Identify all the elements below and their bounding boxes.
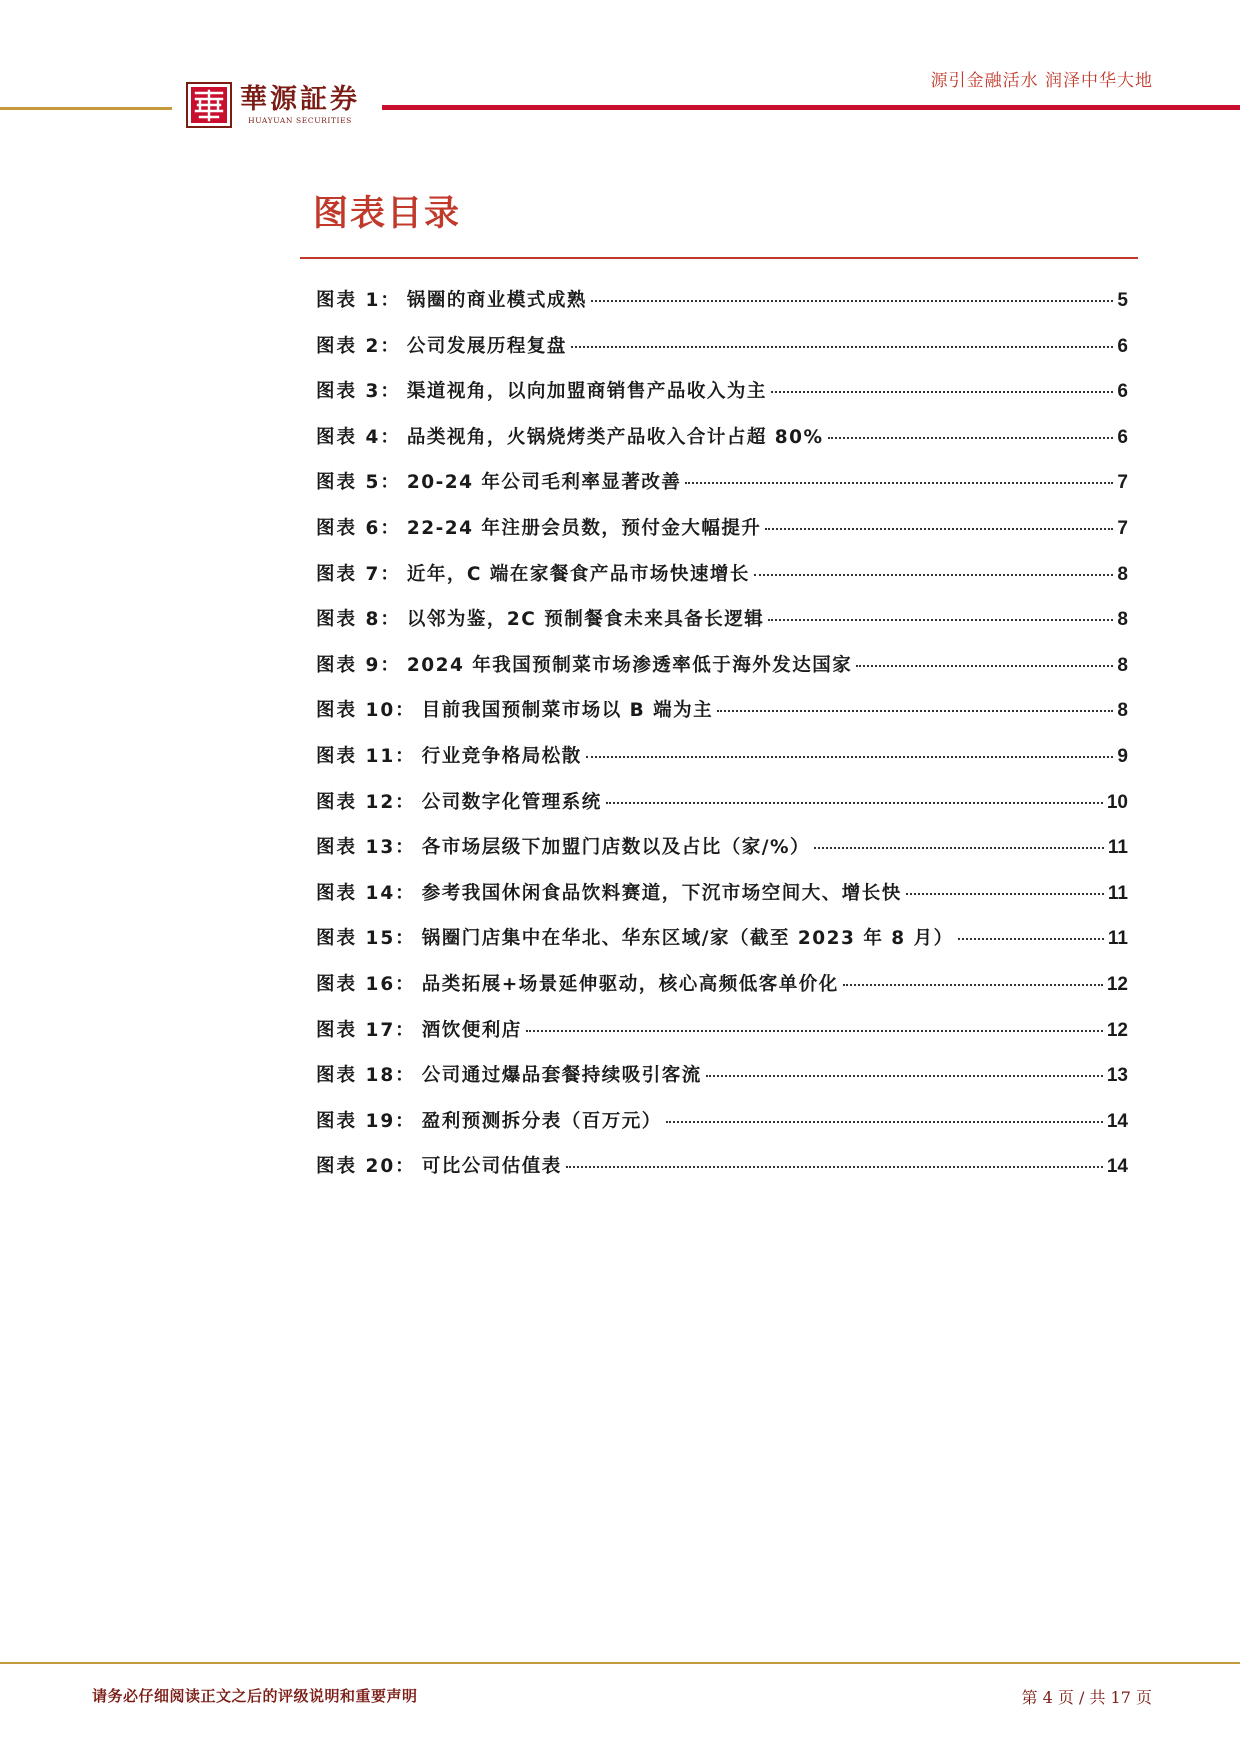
toc-entry-page: 8: [1117, 654, 1128, 676]
toc-entry-label: 图表 14：: [316, 882, 416, 904]
toc-entry-page: 7: [1117, 517, 1128, 539]
toc-entry-title: 渠道视角，以向加盟商销售产品收入为主: [406, 381, 767, 403]
toc-entry-label: 图表 20：: [316, 1156, 416, 1178]
toc-dot-leader: [666, 1121, 1103, 1123]
toc-entry-title: 公司发展历程复盘: [406, 335, 567, 357]
toc-entry-label: 图表 15：: [316, 928, 416, 950]
toc-entry[interactable]: [316, 1061, 1128, 1107]
toc-entry-page: 13: [1106, 1065, 1128, 1087]
header-tagline: 源引金融活水 润泽中华大地: [930, 71, 1153, 91]
toc-entry-title: 品类拓展+场景延伸驱动，核心高频低客单价化: [421, 973, 839, 995]
toc-entry-page: 8: [1117, 609, 1128, 631]
toc-entry-label: 图表 8：: [316, 609, 401, 631]
toc-entry-page: 11: [1107, 928, 1128, 950]
toc-entry[interactable]: [316, 423, 1128, 469]
toc-entry-title: 参考我国休闲食品饮料赛道，下沉市场空间大、增长快: [421, 882, 902, 904]
toc-entry-title: 目前我国预制菜市场以 B 端为主: [421, 700, 714, 722]
toc-entry-page: 14: [1106, 1156, 1128, 1178]
toc-entry[interactable]: [316, 970, 1128, 1016]
toc-entry-label: 图表 13：: [316, 837, 416, 859]
toc-entry[interactable]: [316, 879, 1128, 925]
seal-logo-icon: [186, 82, 232, 128]
toc-entry-page: 11: [1107, 882, 1128, 904]
header-rule-gold: [0, 107, 172, 110]
toc-entry-page: 11: [1107, 837, 1128, 859]
toc-dot-leader: [591, 300, 1114, 302]
toc-dot-leader: [768, 619, 1113, 621]
toc-dot-leader: [856, 665, 1113, 667]
toc-entry[interactable]: [316, 742, 1128, 788]
toc-entry-title: 20-24 年公司毛利率显著改善: [406, 472, 682, 494]
toc-dot-leader: [526, 1030, 1103, 1032]
toc-dot-leader: [843, 984, 1103, 986]
logo-name-cn: 華源証券: [240, 83, 360, 115]
toc-entry[interactable]: [316, 924, 1128, 970]
toc-entry-title: 品类视角，火锅烧烤类产品收入合计占超 80%: [406, 426, 824, 448]
toc-dot-leader: [717, 710, 1113, 712]
toc-dot-leader: [606, 802, 1103, 804]
toc-list: [316, 286, 1128, 1198]
toc-dot-leader: [566, 1166, 1103, 1168]
toc-entry-page: 6: [1117, 381, 1128, 403]
toc-entry-title: 2024 年我国预制菜市场渗透率低于海外发达国家: [406, 654, 853, 676]
toc-entry[interactable]: [316, 833, 1128, 879]
page-title: 图表目录: [313, 194, 462, 234]
toc-entry[interactable]: [316, 605, 1128, 651]
toc-entry[interactable]: [316, 1016, 1128, 1062]
toc-entry-title: 盈利预测拆分表（百万元）: [421, 1110, 662, 1132]
toc-entry-page: 12: [1106, 973, 1128, 995]
footer-rule: [0, 1662, 1240, 1664]
logo-name-en: HUAYUAN SECURITIES: [248, 115, 352, 125]
toc-entry-title: 锅圈的商业模式成熟: [406, 290, 587, 311]
toc-entry[interactable]: [316, 514, 1128, 560]
footer-disclaimer: 请务必仔细阅读正文之后的评级说明和重要声明: [92, 1687, 418, 1705]
company-logo: [186, 80, 360, 130]
toc-entry-label: 图表 18：: [316, 1065, 416, 1087]
title-divider: [300, 257, 1138, 259]
toc-dot-leader: [586, 756, 1114, 758]
toc-entry-label: 图表 5：: [316, 472, 401, 494]
toc-entry[interactable]: [316, 377, 1128, 423]
toc-dot-leader: [828, 437, 1114, 439]
toc-entry-title: 22-24 年注册会员数，预付金大幅提升: [406, 517, 762, 539]
toc-entry[interactable]: [316, 1107, 1128, 1153]
toc-entry-label: 图表 3：: [316, 381, 401, 403]
toc-entry-page: 6: [1117, 426, 1128, 448]
toc-entry-page: 12: [1106, 1019, 1128, 1041]
toc-dot-leader: [958, 938, 1104, 940]
toc-entry-title: 公司通过爆品套餐持续吸引客流: [421, 1065, 702, 1087]
toc-entry[interactable]: [316, 468, 1128, 514]
toc-entry-label: 图表 4：: [316, 426, 401, 448]
toc-entry-label: 图表 11：: [316, 745, 416, 767]
toc-dot-leader: [706, 1075, 1103, 1077]
toc-entry-page: 10: [1106, 791, 1128, 813]
toc-entry[interactable]: [316, 651, 1128, 697]
toc-entry-label: 图表 9：: [316, 654, 401, 676]
toc-entry-page: 7: [1117, 472, 1128, 494]
toc-dot-leader: [906, 893, 1104, 895]
toc-entry-page: 6: [1117, 335, 1128, 357]
toc-entry-page: 9: [1117, 745, 1128, 767]
toc-entry-page: 14: [1106, 1110, 1128, 1132]
toc-entry-page: 5: [1117, 290, 1128, 311]
toc-entry-page: 8: [1117, 700, 1128, 722]
toc-dot-leader: [771, 391, 1114, 393]
toc-entry-title: 行业竞争格局松散: [421, 745, 582, 767]
toc-entry-title: 锅圈门店集中在华北、华东区域/家（截至 2023 年 8 月）: [421, 928, 954, 950]
toc-entry-title: 近年，C 端在家餐食产品市场快速增长: [406, 563, 750, 585]
toc-entry-label: 图表 12：: [316, 791, 416, 813]
logo-wordmark: [240, 85, 360, 126]
toc-dot-leader: [814, 847, 1104, 849]
toc-entry[interactable]: [316, 560, 1128, 606]
toc-entry[interactable]: [316, 696, 1128, 742]
toc-dot-leader: [765, 528, 1113, 530]
toc-entry-label: 图表 16：: [316, 973, 416, 995]
toc-entry-title: 各市场层级下加盟门店数以及占比（家/%）: [421, 837, 810, 859]
toc-entry-label: 图表 2：: [316, 335, 401, 357]
toc-entry-title: 酒饮便利店: [421, 1019, 522, 1041]
toc-entry-title: 可比公司估值表: [421, 1156, 562, 1178]
toc-dot-leader: [571, 346, 1114, 348]
toc-entry-label: 图表 10：: [316, 700, 416, 722]
toc-dot-leader: [754, 574, 1114, 576]
page-number: 第 4 页 / 共 17 页: [1021, 1688, 1152, 1707]
toc-entry[interactable]: [316, 286, 1128, 332]
toc-entry-title: 公司数字化管理系统: [421, 791, 602, 813]
toc-entry-title: 以邻为鉴，2C 预制餐食未来具备长逻辑: [406, 609, 765, 631]
toc-dot-leader: [685, 482, 1113, 484]
toc-entry[interactable]: [316, 1152, 1128, 1198]
toc-entry-label: 图表 17：: [316, 1019, 416, 1041]
toc-entry-label: 图表 7：: [316, 563, 401, 585]
toc-entry-label: 图表 1：: [316, 290, 401, 311]
toc-entry[interactable]: [316, 332, 1128, 378]
toc-entry-page: 8: [1117, 563, 1128, 585]
toc-entry[interactable]: [316, 788, 1128, 834]
header-rule-red: [382, 105, 1240, 110]
toc-entry-label: 图表 19：: [316, 1110, 416, 1132]
toc-entry-label: 图表 6：: [316, 517, 401, 539]
